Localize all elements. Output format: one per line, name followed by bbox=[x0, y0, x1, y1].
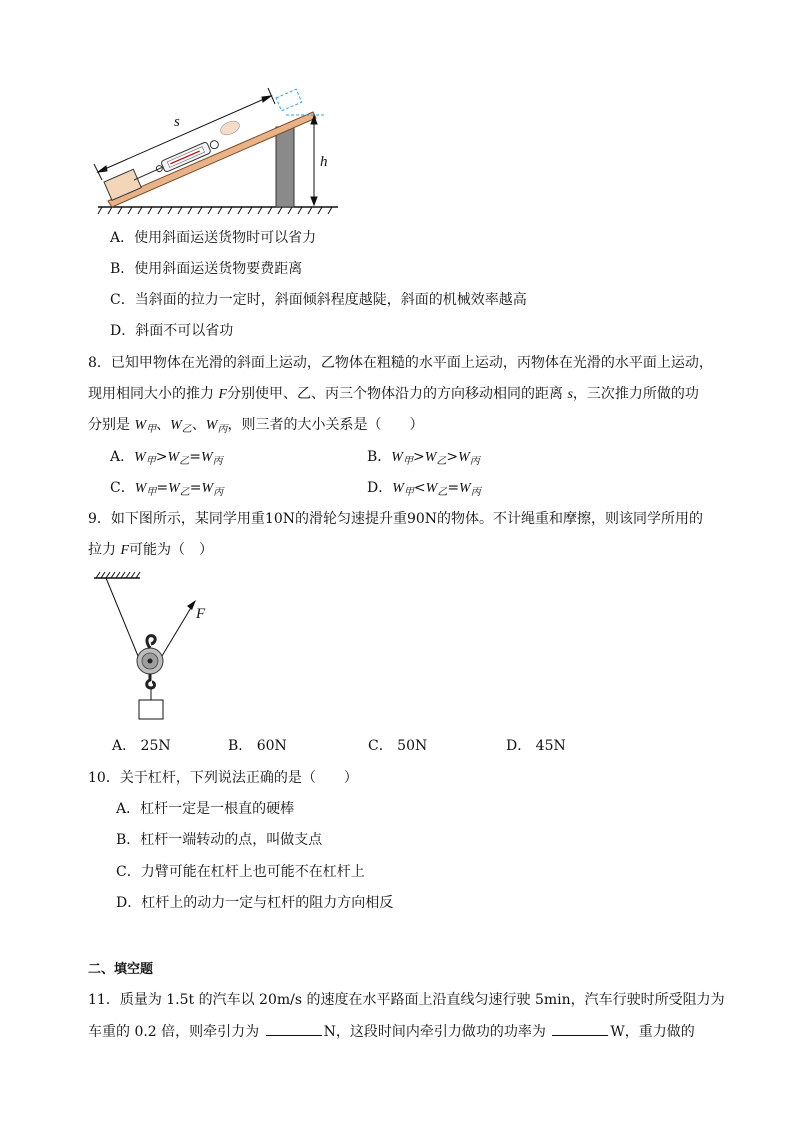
section-title: 二、填空题 bbox=[88, 962, 154, 977]
pulley-figure bbox=[88, 570, 228, 725]
h-label: h bbox=[320, 154, 328, 170]
hand-icon bbox=[218, 119, 241, 138]
q7-option-a: A．使用斜面运送货物时可以省力 bbox=[110, 230, 317, 246]
q11-stem-line2: 车重的 0.2 倍，则牵引力为 N，这段时间内牵引力做功的功率为 W，重力做的 bbox=[88, 1021, 695, 1042]
inclined-plane-figure bbox=[88, 80, 348, 220]
q8-stem-line3: 分别是 $W_甲$、$W_乙$、$W_丙$，则三者的大小关系是（ ） bbox=[88, 417, 424, 435]
answer-blank-2[interactable] bbox=[552, 1021, 608, 1036]
q9-option-a: A． 25N bbox=[112, 738, 171, 754]
dashed-block-outline bbox=[276, 89, 302, 111]
force-f-label: F bbox=[196, 606, 206, 622]
q7-option-c: C．当斜面的拉力一定时，斜面倾斜程度越陡，斜面的机械效率越高 bbox=[110, 292, 527, 308]
h-dimension-arrow bbox=[311, 116, 317, 205]
pulley-top-hook bbox=[147, 636, 155, 648]
q9-stem-line2: 拉力 F可能为（ ） bbox=[88, 542, 214, 558]
q10-option-b: B．杠杆一端转动的点，叫做支点 bbox=[116, 832, 323, 848]
s-label: s bbox=[174, 114, 180, 130]
s-dimension-arrow bbox=[94, 88, 275, 180]
support-block bbox=[276, 127, 294, 207]
q10-option-c: C．力臂可能在杠杆上也可能不在杠杆上 bbox=[116, 864, 365, 880]
ceiling-hatch bbox=[96, 572, 140, 578]
pull-string bbox=[134, 167, 163, 180]
q8-option-b: B．$W_甲>W_乙>W_丙$ bbox=[367, 449, 480, 467]
rope-right bbox=[162, 606, 192, 656]
rope-left bbox=[106, 578, 138, 656]
force-arrow-head bbox=[187, 600, 196, 610]
q8-stem-line2: 现用相同大小的推力 F分别使甲、乙、丙三个物体沿力的方向移动相同的距离 s，三次推力所做的功 bbox=[88, 386, 699, 402]
q8-option-d: D．$W_甲<W_乙=W_丙$ bbox=[367, 480, 481, 498]
ground-hatch bbox=[98, 207, 332, 214]
q9-option-d: D． 45N bbox=[506, 738, 566, 754]
q10-stem: 10．关于杠杆，下列说法正确的是（ ） bbox=[88, 770, 358, 786]
pulley-bottom-hook bbox=[147, 674, 155, 688]
q8-option-a: A．$W_甲>W_乙=W_丙$ bbox=[110, 449, 223, 467]
q8-option-c: C．$W_甲=W_乙=W_丙$ bbox=[110, 480, 224, 498]
q9-option-b: B． 60N bbox=[228, 738, 287, 754]
q8-stem-line1: 8．已知甲物体在光滑的斜面上运动，乙物体在粗糙的水平面上运动，丙物体在光滑的水平面上运动， bbox=[88, 355, 713, 371]
load-block bbox=[139, 700, 163, 719]
answer-blank-1[interactable] bbox=[266, 1021, 322, 1036]
q7-option-d: D．斜面不可以省功 bbox=[110, 323, 234, 339]
q11-stem-line1: 11．质量为 1.5t 的汽车以 20m/s 的速度在水平路面上沿直线匀速行驶 5min，汽车行驶时所受阻力为 bbox=[88, 992, 725, 1008]
q9-option-c: C． 50N bbox=[368, 738, 428, 754]
q7-option-b: B．使用斜面运送货物要费距离 bbox=[110, 261, 303, 277]
q9-stem-line1: 9．如下图所示，某同学用重10N的滑轮匀速提升重90N的物体。不计绳重和摩擦，则该同学所用的 bbox=[88, 511, 704, 527]
q10-option-a: A．杠杆一定是一根直的硬棒 bbox=[116, 801, 295, 817]
q10-option-d: D．杠杆上的动力一定与杠杆的阻力方向相反 bbox=[116, 895, 394, 911]
